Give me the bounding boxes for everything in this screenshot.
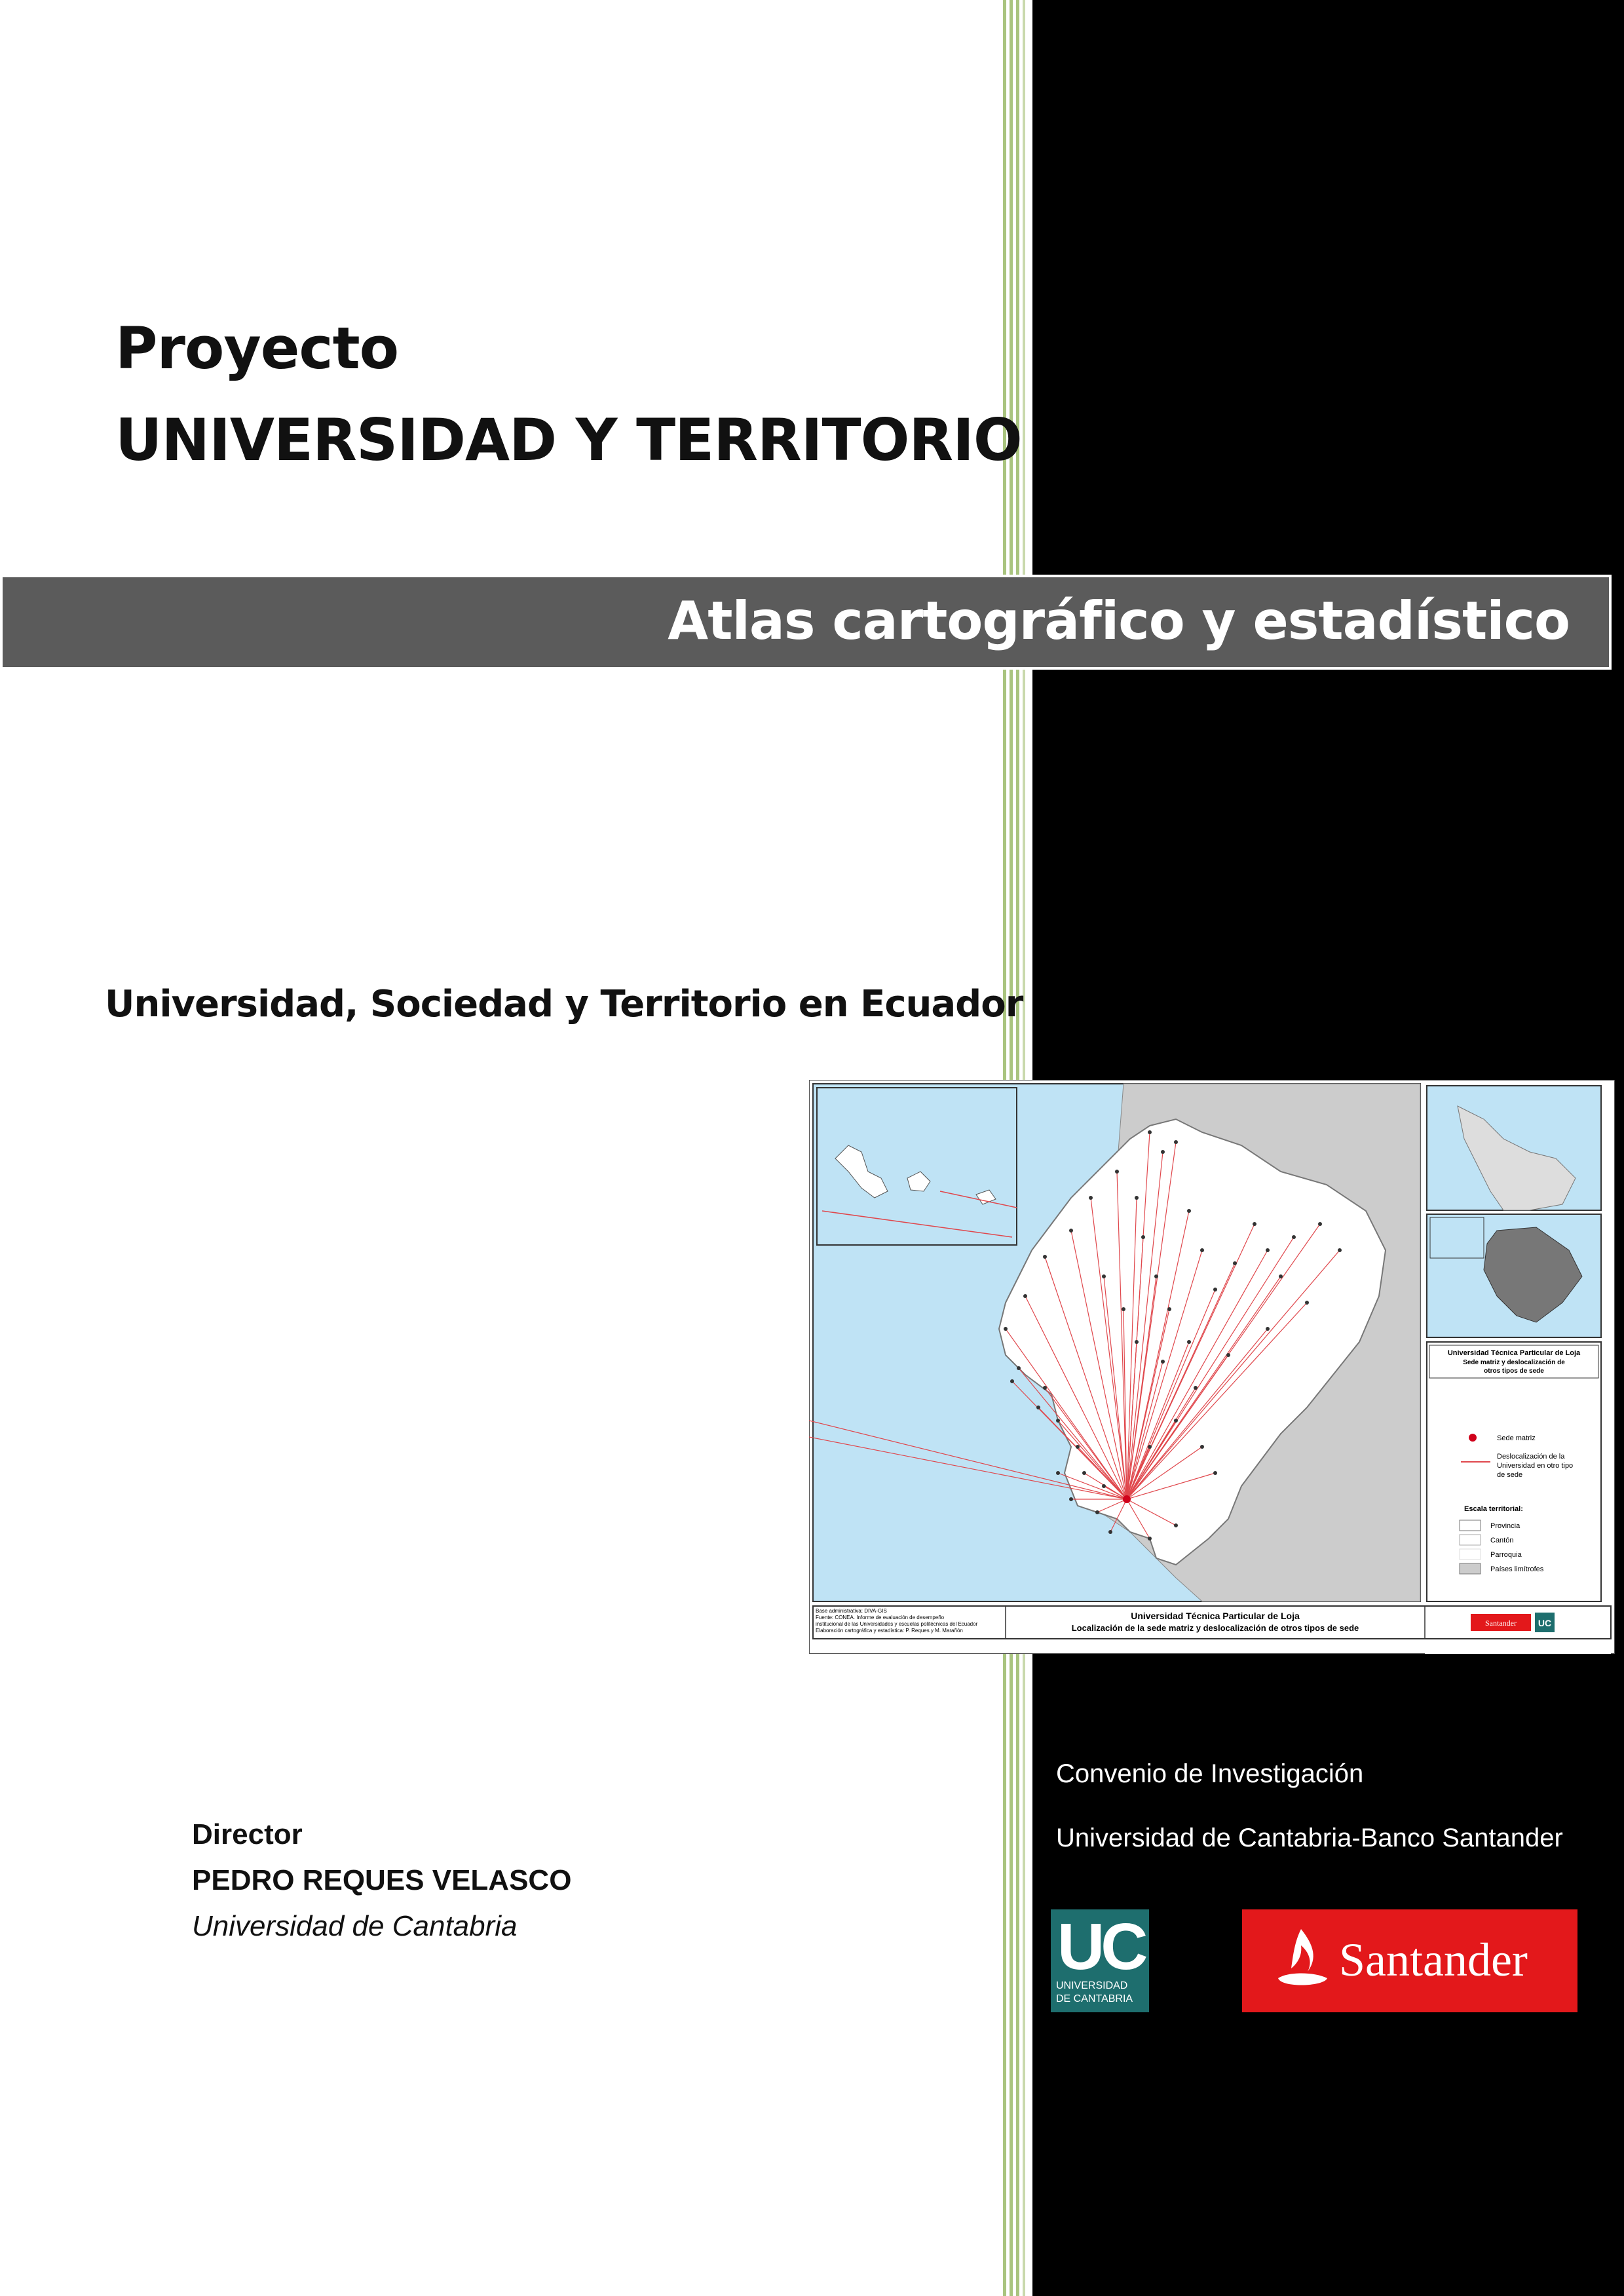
sede-dot bbox=[1115, 1170, 1119, 1174]
santander-wordmark: Santander bbox=[1339, 1934, 1528, 1986]
uc-logo-letters: UC bbox=[1057, 1910, 1144, 1983]
uc-logo-line1: UNIVERSIDAD bbox=[1056, 1980, 1128, 1991]
sede-dot bbox=[1338, 1248, 1342, 1252]
sede-dot bbox=[1174, 1523, 1178, 1527]
sede-dot bbox=[1292, 1235, 1296, 1239]
uc-logo-line2: DE CANTABRIA bbox=[1056, 1993, 1133, 2004]
sede-dot bbox=[1135, 1196, 1139, 1200]
sede-dot bbox=[1266, 1327, 1270, 1331]
sede-dot bbox=[1318, 1222, 1322, 1226]
uc-logo bbox=[1051, 1909, 1149, 2012]
subtitle: Universidad, Sociedad y Territorio en Ecuador bbox=[105, 983, 1023, 1025]
sede-dot bbox=[1056, 1471, 1060, 1475]
svg-text:Escala territorial:: Escala territorial: bbox=[1464, 1505, 1523, 1513]
sede-dot bbox=[1279, 1274, 1283, 1278]
atlas-title: Atlas cartográfico y estadístico bbox=[668, 590, 1570, 651]
sede-dot bbox=[1056, 1419, 1060, 1423]
sede-dot bbox=[1213, 1288, 1217, 1292]
sede-dot bbox=[1194, 1386, 1198, 1390]
map-title-main: Universidad Técnica Particular de Loja bbox=[1131, 1611, 1300, 1621]
sede-dot bbox=[1305, 1301, 1309, 1305]
svg-text:Parroquia: Parroquia bbox=[1490, 1551, 1522, 1559]
map-figure bbox=[809, 1080, 1615, 1654]
legend-title-2: Sede matriz y deslocalización de bbox=[1463, 1359, 1565, 1366]
sede-dot bbox=[1069, 1229, 1073, 1233]
sede-dot bbox=[1161, 1150, 1165, 1154]
sede-dot bbox=[1148, 1537, 1152, 1540]
santander-logo bbox=[1242, 1909, 1577, 2012]
sede-dot bbox=[1226, 1353, 1230, 1357]
director-label: Director bbox=[192, 1818, 303, 1850]
sede-dot bbox=[1187, 1340, 1191, 1344]
sede-dot bbox=[1161, 1360, 1165, 1364]
title-universidad-territorio: UNIVERSIDAD Y TERRITORIO bbox=[115, 406, 1022, 474]
legend-title-1: Universidad Técnica Particular de Loja bbox=[1447, 1349, 1581, 1357]
sede-dot bbox=[1095, 1510, 1099, 1514]
svg-text:institucional de las Universid: institucional de las Universidades y escuelas politécnicas del Ecuador bbox=[816, 1621, 978, 1627]
sede-dot bbox=[1102, 1484, 1106, 1488]
sede-dot bbox=[1200, 1445, 1204, 1449]
svg-text:Provincia: Provincia bbox=[1490, 1522, 1520, 1530]
map-title-sub: Localización de la sede matriz y deslocalización de otros tipos de sede bbox=[1071, 1623, 1359, 1633]
sede-dot bbox=[1174, 1419, 1178, 1423]
director-name: PEDRO REQUES VELASCO bbox=[192, 1864, 572, 1896]
sede-dot bbox=[1017, 1366, 1021, 1370]
svg-text:UC: UC bbox=[1538, 1618, 1552, 1628]
legend-sede: Sede matriz bbox=[1497, 1434, 1536, 1442]
sede-dot bbox=[1004, 1327, 1008, 1331]
sede-dot bbox=[1200, 1248, 1204, 1252]
sede-matriz-marker bbox=[1123, 1495, 1131, 1503]
convenio-line1: Convenio de Investigación bbox=[1056, 1759, 1364, 1788]
sede-dot bbox=[1122, 1307, 1125, 1311]
sede-dot bbox=[1213, 1471, 1217, 1475]
santander-flame-icon bbox=[1262, 1909, 1340, 2012]
sede-dot bbox=[1141, 1235, 1145, 1239]
atlas-band bbox=[0, 575, 1612, 670]
convenio-line2: Universidad de Cantabria-Banco Santander bbox=[1056, 1824, 1563, 1852]
title-proyecto: Proyecto bbox=[115, 315, 399, 382]
svg-text:Deslocalización de la: Deslocalización de la bbox=[1497, 1453, 1565, 1461]
sede-dot bbox=[1135, 1340, 1139, 1344]
sede-dot bbox=[1089, 1196, 1093, 1200]
svg-text:Países limítrofes: Países limítrofes bbox=[1490, 1565, 1544, 1573]
sede-dot bbox=[1233, 1261, 1237, 1265]
svg-text:Cantón: Cantón bbox=[1490, 1537, 1514, 1544]
sede-dot bbox=[1187, 1209, 1191, 1213]
sede-dot bbox=[1076, 1445, 1080, 1449]
director-affiliation: Universidad de Cantabria bbox=[192, 1910, 518, 1942]
sede-dot bbox=[1108, 1530, 1112, 1534]
sede-dot bbox=[1266, 1248, 1270, 1252]
svg-text:Elaboración cartográfica y est: Elaboración cartográfica y estadística: P. Reques y M. Marañón bbox=[816, 1628, 963, 1634]
sede-dot bbox=[1154, 1274, 1158, 1278]
legend-title-3: otros tipos de sede bbox=[1484, 1368, 1544, 1375]
sede-dot bbox=[1167, 1307, 1171, 1311]
sede-dot bbox=[1010, 1379, 1014, 1383]
svg-text:Base administrativa: DIVA-GIS: Base administrativa: DIVA-GIS bbox=[816, 1608, 887, 1614]
sede-dot bbox=[1023, 1294, 1027, 1298]
ecuador-map bbox=[809, 1080, 1615, 1654]
svg-text:Universidad en otro tipo: Universidad en otro tipo bbox=[1497, 1462, 1574, 1470]
sede-dot bbox=[1102, 1274, 1106, 1278]
sede-dot bbox=[1043, 1255, 1047, 1259]
sede-dot bbox=[1069, 1497, 1073, 1501]
sede-dot bbox=[1174, 1140, 1178, 1144]
svg-text:de sede: de sede bbox=[1497, 1471, 1523, 1479]
sede-dot bbox=[1253, 1222, 1256, 1226]
sede-dot bbox=[1148, 1445, 1152, 1449]
sede-dot bbox=[1036, 1406, 1040, 1409]
sede-dot bbox=[1082, 1471, 1086, 1475]
svg-text:Santander: Santander bbox=[1485, 1618, 1517, 1628]
sede-dot bbox=[1043, 1386, 1047, 1390]
sede-dot bbox=[1148, 1130, 1152, 1134]
svg-text:Fuente: CONEA. Informe de eval: Fuente: CONEA. Informe de evaluación de desempeño bbox=[816, 1615, 945, 1620]
